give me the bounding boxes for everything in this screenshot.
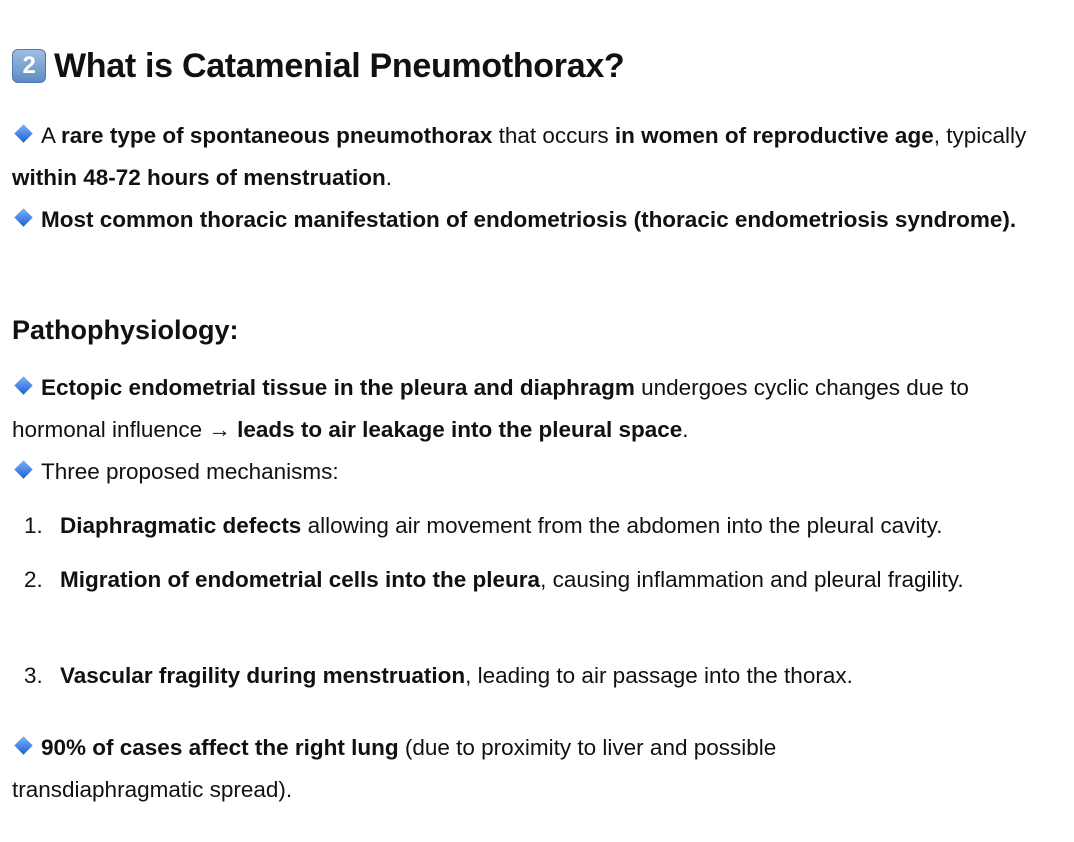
- text-run: that occurs: [492, 123, 615, 148]
- blue-diamond-icon: [14, 124, 32, 142]
- text-run: allowing air movement from the abdomen into the pleural cavity.: [301, 513, 943, 538]
- list-number: 3.: [24, 663, 43, 688]
- section-title-text: What is Catamenial Pneumothorax?: [54, 47, 625, 85]
- bold-text-run: in women of reproductive age: [614, 123, 934, 148]
- patho-bullet-2: [12, 451, 1052, 493]
- text-run: (due to proximity to liver and possible transdiaphragmatic spread).: [12, 735, 777, 802]
- bold-text-run: Diaphragmatic defects: [60, 513, 302, 538]
- text-run: , leading to air passage into the thorax.: [465, 663, 853, 688]
- intro-text-1: [12, 123, 1026, 190]
- pathophysiology-heading: Pathophysiology:: [12, 315, 239, 345]
- text-run: , typically: [933, 123, 1027, 148]
- bold-text-run: leads to air leakage into the pleural space: [237, 417, 683, 442]
- intro-paragraph-1: [12, 115, 1052, 199]
- text-run: Three proposed mechanisms:: [41, 459, 339, 484]
- bold-text-run: 90% of cases affect the right lung: [41, 735, 399, 760]
- list-item-text: [60, 559, 1050, 601]
- text-run: undergoes cyclic changes due to hormonal influence →: [12, 375, 969, 442]
- blue-diamond-icon: [14, 736, 32, 754]
- patho-bullet-text-1: [12, 375, 969, 442]
- closing-text: [12, 735, 776, 802]
- patho-bullet-text-2: [41, 459, 339, 484]
- bold-text-run: rare type of spontaneous pneumothorax: [61, 123, 493, 148]
- text-run: , causing inflammation and pleural fragility.: [540, 567, 964, 592]
- blue-diamond-icon: [14, 376, 32, 394]
- blue-diamond-icon: [14, 460, 32, 478]
- list-item: [12, 559, 1062, 601]
- bold-text-run: Vascular fragility during menstruation: [60, 663, 466, 688]
- text-run: .: [385, 165, 393, 190]
- text-run: .: [682, 417, 689, 442]
- bold-text-run: Migration of endometrial cells into the pleura: [60, 567, 541, 592]
- list-item-text: [60, 655, 1050, 697]
- list-item: [12, 505, 1062, 547]
- section-title: [12, 44, 624, 88]
- patho-bullet-1: [12, 367, 1052, 451]
- bold-text-run: Ectopic endometrial tissue in the pleura and diaphragm: [41, 375, 635, 400]
- list-item-text: [60, 505, 1050, 547]
- bold-text-run: within 48-72 hours of menstruation: [12, 165, 386, 190]
- text-run: A: [41, 123, 62, 148]
- list-number: 1.: [24, 513, 43, 538]
- list-item: [12, 655, 1062, 697]
- intro-text-2: [41, 207, 1016, 232]
- intro-paragraph-2: [12, 199, 1052, 241]
- closing-paragraph: [12, 727, 872, 811]
- keycap-digit-two-icon: 2: [12, 49, 46, 83]
- list-number: 2.: [24, 567, 43, 592]
- blue-diamond-icon: [14, 208, 32, 226]
- bold-text-run: Most common thoracic manifestation of endometriosis (thoracic endometriosis syndrome).: [41, 207, 1017, 232]
